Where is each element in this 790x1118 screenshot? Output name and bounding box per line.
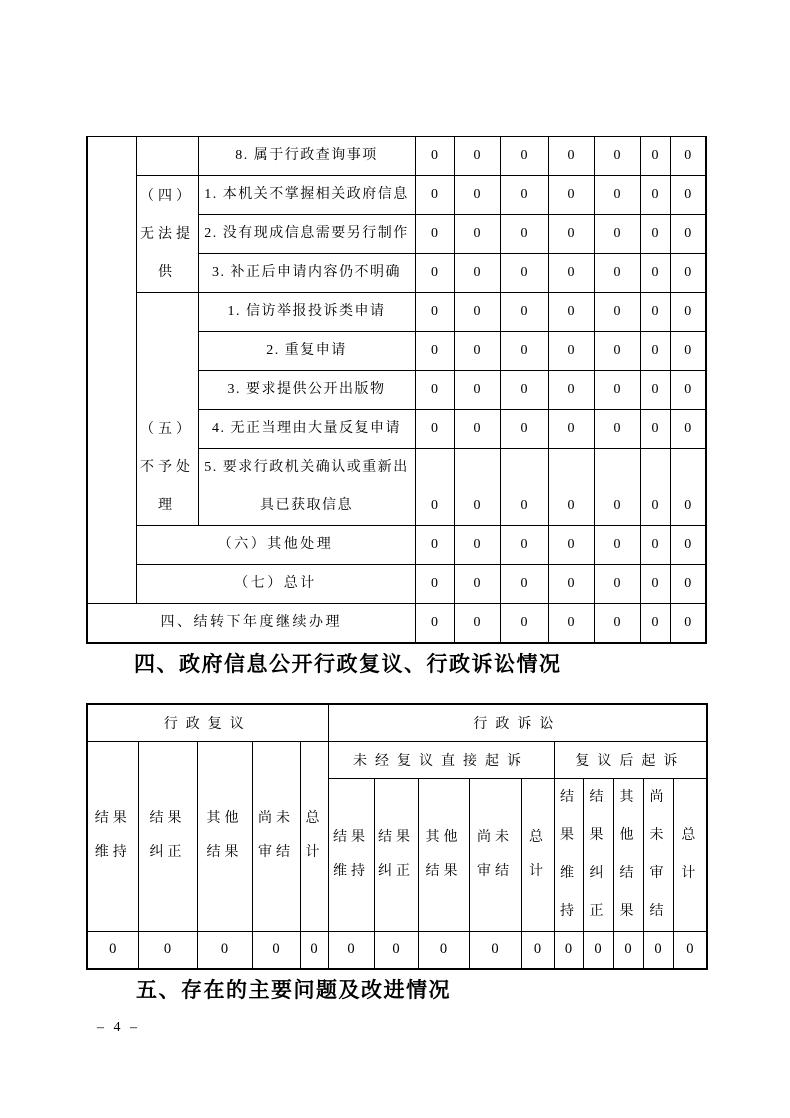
value-cell: 0: [594, 449, 640, 526]
header-text: 其他结果: [619, 789, 638, 919]
value-cell: 0: [418, 931, 469, 969]
after-total-header: [673, 778, 707, 931]
value-cell: 0: [252, 931, 300, 969]
group-cell-not-processed: （五）不予处理: [136, 293, 198, 526]
value-cell: 0: [640, 526, 670, 565]
value-cell: 0: [643, 931, 673, 969]
value-cell: 0: [500, 410, 548, 449]
value-cell: 0: [374, 931, 418, 969]
value-cell: 0: [670, 137, 706, 176]
value-cell: 0: [670, 449, 706, 526]
value-cell: 0: [454, 137, 500, 176]
header-row-top: [87, 704, 707, 741]
value-cell: 0: [670, 604, 706, 644]
desc-cell: 1. 本机关不掌握相关政府信息: [198, 176, 415, 215]
value-cell: 0: [594, 332, 640, 371]
value-cell: 0: [415, 215, 454, 254]
value-cell: 0: [500, 604, 548, 644]
review-total-header: [300, 741, 328, 931]
value-cell: 0: [197, 931, 252, 969]
value-cell: 0: [640, 604, 670, 644]
direct-result-corrected-header: [374, 778, 418, 931]
review-litigation-table: [86, 703, 708, 970]
review-result-upheld-header: [87, 741, 138, 931]
value-cell: 0: [594, 215, 640, 254]
value-cell: 0: [548, 410, 594, 449]
review-pending-header: [252, 741, 300, 931]
desc-cell: 4. 无正当理由大量反复申请: [198, 410, 415, 449]
direct-other-result-header: [418, 778, 469, 931]
value-cell: 0: [640, 215, 670, 254]
value-cell: 0: [500, 332, 548, 371]
left-spanner-cell: [87, 137, 136, 604]
value-cell: 0: [500, 293, 548, 332]
header-text: 结果维持: [560, 789, 579, 919]
value-cell: 0: [454, 565, 500, 604]
direct-result-upheld-header: [328, 778, 374, 931]
value-cell: 0: [500, 176, 548, 215]
header-row-mid: [87, 741, 707, 778]
table-row: [87, 137, 706, 176]
applications-processing-table: [86, 136, 707, 644]
value-cell: 0: [594, 410, 640, 449]
value-cell: 0: [454, 604, 500, 644]
value-cell: 0: [554, 931, 583, 969]
value-cell: 0: [469, 931, 521, 969]
value-cell: 0: [548, 371, 594, 410]
after-result-corrected-header: [583, 778, 613, 931]
value-cell: 0: [640, 137, 670, 176]
desc-cell: 2. 没有现成信息需要另行制作: [198, 215, 415, 254]
value-cell: 0: [415, 293, 454, 332]
value-cell: 0: [500, 565, 548, 604]
direct-lawsuit-header: 未经复议直接起诉: [328, 741, 554, 778]
value-cell: 0: [670, 332, 706, 371]
value-cell: 0: [548, 449, 594, 526]
value-cell: 0: [670, 293, 706, 332]
header-text: 总计: [681, 827, 700, 881]
table-row: [87, 526, 706, 565]
header-text: 尚未审结: [258, 811, 294, 860]
header-text: 结果纠正: [149, 811, 186, 860]
value-cell: 0: [594, 526, 640, 565]
value-cell: 0: [594, 604, 640, 644]
value-cell: 0: [594, 293, 640, 332]
value-cell: 0: [454, 215, 500, 254]
desc-cell-total: （七）总计: [136, 565, 415, 604]
desc-cell-other-processing: （六）其他处理: [136, 526, 415, 565]
value-cell: 0: [454, 254, 500, 293]
value-cell: 0: [670, 410, 706, 449]
value-cell: 0: [500, 526, 548, 565]
table-row: [87, 293, 706, 332]
value-cell: 0: [328, 931, 374, 969]
value-cell: 0: [454, 332, 500, 371]
header-text: 结果维持: [333, 829, 370, 879]
value-cell: 0: [640, 176, 670, 215]
value-cell: 0: [640, 410, 670, 449]
after-result-upheld-header: [554, 778, 583, 931]
value-cell: 0: [594, 565, 640, 604]
section-4-heading: 四、政府信息公开行政复议、行政诉讼情况: [134, 653, 562, 676]
value-cell: 0: [548, 293, 594, 332]
value-cell: 0: [640, 565, 670, 604]
page-number: – 4 –: [97, 1020, 140, 1035]
value-cell: 0: [594, 137, 640, 176]
value-cell: 0: [415, 137, 454, 176]
header-text: 尚未审结: [477, 829, 514, 879]
value-cell: 0: [500, 371, 548, 410]
value-cell: 0: [87, 931, 138, 969]
value-cell: 0: [548, 604, 594, 644]
value-cell: 0: [594, 254, 640, 293]
admin-review-header: 行政复议: [87, 704, 328, 741]
value-cell: 0: [670, 215, 706, 254]
review-result-corrected-header: [138, 741, 197, 931]
header-text: 总计: [529, 829, 548, 879]
desc-cell-carried-over: 四、结转下年度继续办理: [87, 604, 415, 644]
header-text: 总计: [305, 811, 324, 860]
value-cell: 0: [583, 931, 613, 969]
value-cell: 0: [548, 137, 594, 176]
direct-total-header: [521, 778, 554, 931]
value-cell: 0: [548, 215, 594, 254]
value-cell: 0: [594, 176, 640, 215]
value-cell: 0: [594, 371, 640, 410]
desc-cell: 5. 要求行政机关确认或重新出具已获取信息: [198, 449, 415, 526]
value-cell: 0: [415, 254, 454, 293]
value-cell: 0: [548, 332, 594, 371]
table-row: [87, 176, 706, 215]
desc-cell: 3. 补正后申请内容仍不明确: [198, 254, 415, 293]
value-cell: 0: [640, 254, 670, 293]
value-cell: 0: [640, 371, 670, 410]
value-cell: 0: [300, 931, 328, 969]
value-cell: 0: [670, 371, 706, 410]
group-cell-unable-to-provide: （四）无法提供: [136, 176, 198, 293]
value-cell: 0: [500, 254, 548, 293]
desc-cell: 3. 要求提供公开出版物: [198, 371, 415, 410]
value-cell: 0: [454, 449, 500, 526]
desc-cell: 1. 信访举报投诉类申请: [198, 293, 415, 332]
value-cell: 0: [415, 371, 454, 410]
value-cell: 0: [138, 931, 197, 969]
value-cell: 0: [670, 526, 706, 565]
header-text: 结果纠正: [589, 789, 608, 919]
table-row: [87, 565, 706, 604]
value-cell: 0: [415, 526, 454, 565]
header-text: 尚未审结: [649, 789, 668, 919]
value-cell: 0: [640, 449, 670, 526]
after-pending-header: [643, 778, 673, 931]
value-cell: 0: [454, 526, 500, 565]
admin-litigation-header: 行政诉讼: [328, 704, 707, 741]
after-review-lawsuit-header: 复议后起诉: [554, 741, 707, 778]
desc-cell: 8. 属于行政查询事项: [198, 137, 415, 176]
value-cell: 0: [415, 176, 454, 215]
value-cell: 0: [640, 332, 670, 371]
value-cell: 0: [415, 410, 454, 449]
value-cell: 0: [548, 526, 594, 565]
values-row: [87, 931, 707, 969]
value-cell: 0: [500, 137, 548, 176]
value-cell: 0: [415, 449, 454, 526]
value-cell: 0: [500, 215, 548, 254]
value-cell: 0: [500, 449, 548, 526]
value-cell: 0: [415, 332, 454, 371]
value-cell: 0: [613, 931, 643, 969]
header-text: 其他结果: [206, 811, 243, 860]
group-cell-empty: [136, 137, 198, 176]
direct-pending-header: [469, 778, 521, 931]
value-cell: 0: [640, 293, 670, 332]
value-cell: 0: [454, 293, 500, 332]
desc-cell: 2. 重复申请: [198, 332, 415, 371]
header-text: 结果纠正: [378, 829, 415, 879]
value-cell: 0: [548, 254, 594, 293]
header-text: 结果维持: [94, 811, 131, 860]
value-cell: 0: [415, 604, 454, 644]
value-cell: 0: [454, 371, 500, 410]
value-cell: 0: [415, 565, 454, 604]
value-cell: 0: [670, 254, 706, 293]
value-cell: 0: [454, 410, 500, 449]
value-cell: 0: [673, 931, 707, 969]
value-cell: 0: [548, 565, 594, 604]
value-cell: 0: [670, 565, 706, 604]
after-other-result-header: [613, 778, 643, 931]
review-other-result-header: [197, 741, 252, 931]
value-cell: 0: [454, 176, 500, 215]
value-cell: 0: [670, 176, 706, 215]
header-text: 其他结果: [425, 829, 462, 879]
value-cell: 0: [521, 931, 554, 969]
table-row: [87, 604, 706, 644]
value-cell: 0: [548, 176, 594, 215]
section-5-heading: 五、存在的主要问题及改进情况: [136, 979, 451, 1002]
